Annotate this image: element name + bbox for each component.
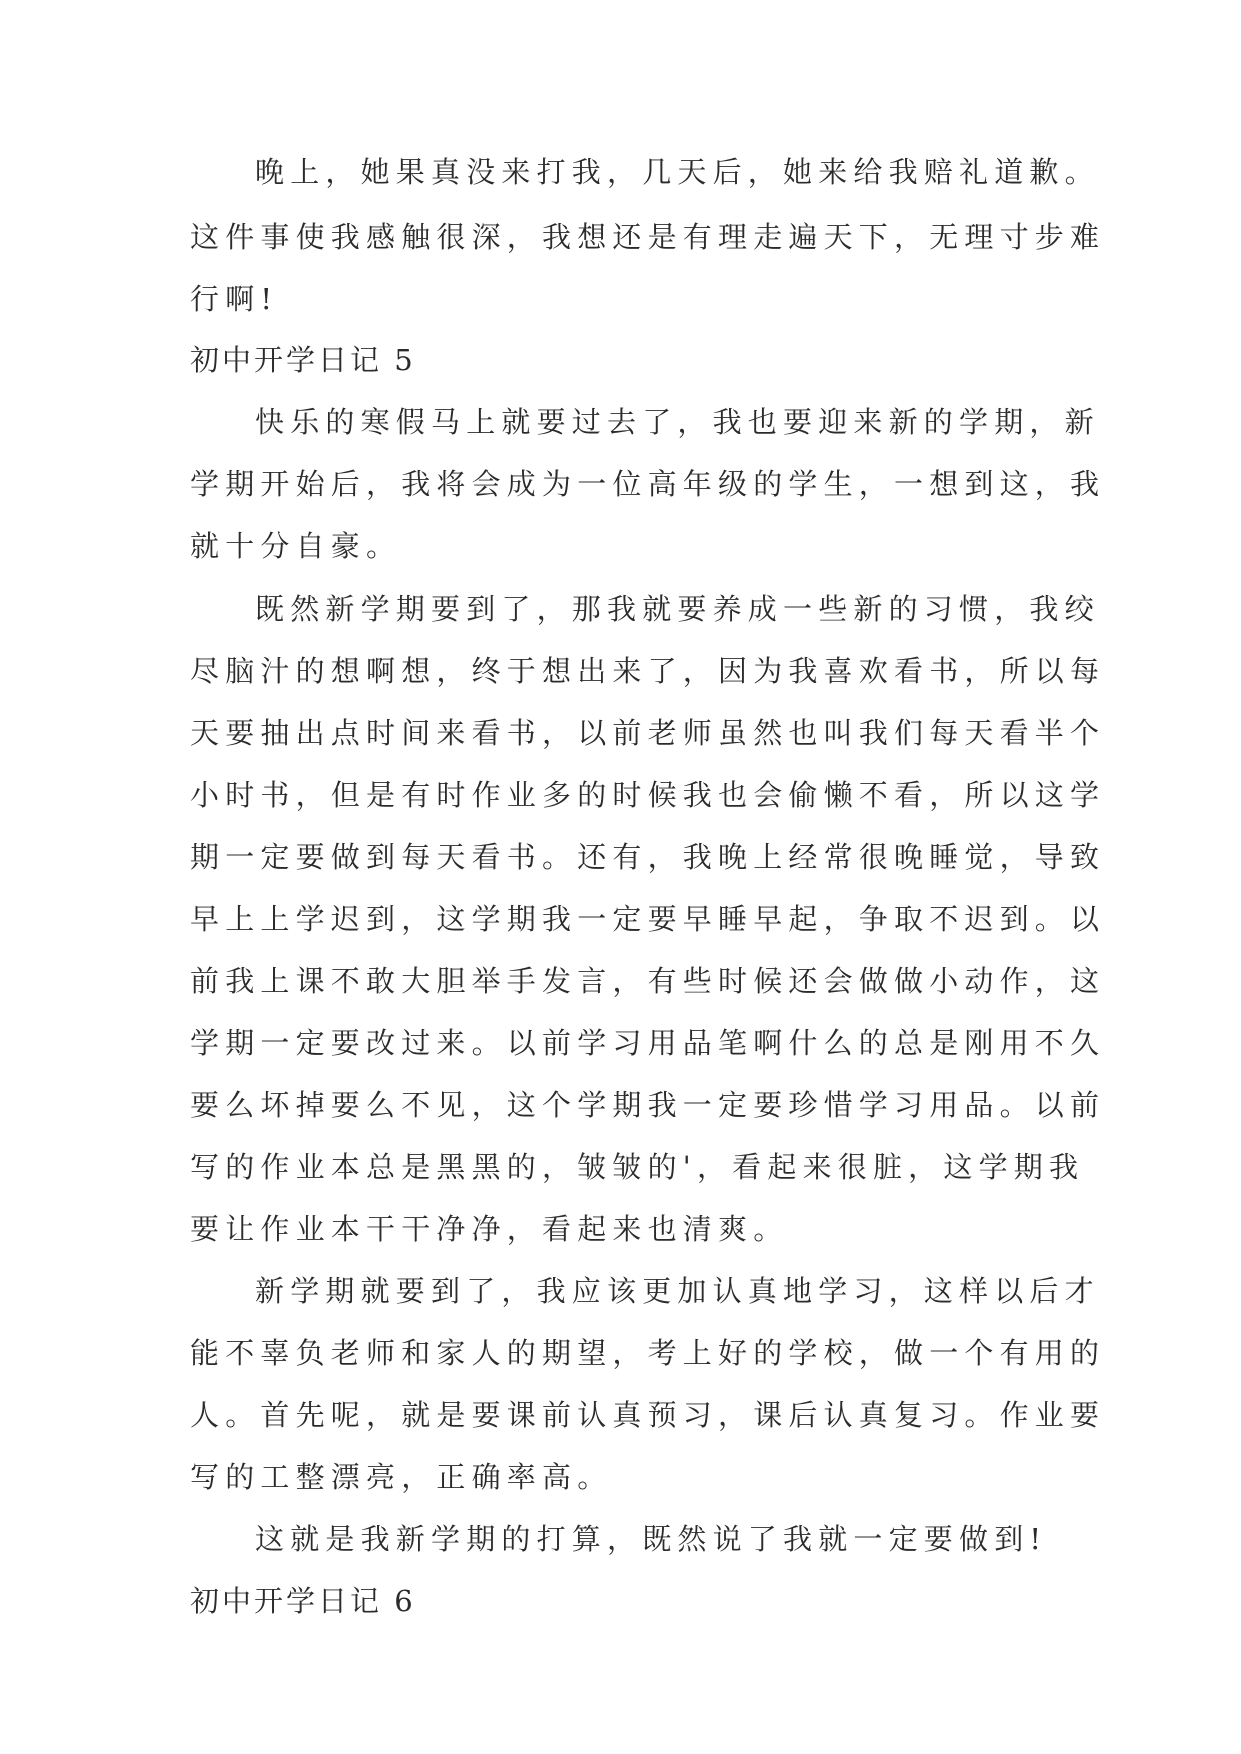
section-heading: 初中开学日记 6 [190, 1584, 416, 1618]
paragraph-line: 能不辜负老师和家人的期望，考上好的学校，做一个有用的 [190, 1336, 1106, 1370]
paragraph-line: 小时书，但是有时作业多的时候我也会偷懒不看，所以这学 [190, 778, 1106, 812]
paragraph-line: 快乐的寒假马上就要过去了，我也要迎来新的学期，新 [255, 405, 1100, 439]
paragraph-line: 就十分自豪。 [190, 529, 402, 563]
paragraph-line: 前我上课不敢大胆举手发言，有些时候还会做做小动作，这 [190, 964, 1106, 998]
paragraph-line: 写的工整漂亮，正确率高。 [190, 1460, 613, 1494]
paragraph-line: 晚上，她果真没来打我，几天后，她来给我赔礼道歉。 [255, 155, 1100, 189]
section-heading: 初中开学日记 5 [190, 343, 416, 377]
paragraph-line: 要么坏掉要么不见，这个学期我一定要珍惜学习用品。以前 [190, 1088, 1106, 1122]
paragraph-line: 人。首先呢，就是要课前认真预习，课后认真复习。作业要 [190, 1398, 1106, 1432]
paragraph-line: 期一定要做到每天看书。还有，我晚上经常很晚睡觉，导致 [190, 840, 1106, 874]
paragraph-line: 写的作业本总是黑黑的，皱皱的'，看起来很脏，这学期我 [190, 1150, 1085, 1184]
paragraph-line: 这就是我新学期的打算，既然说了我就一定要做到! [255, 1522, 1048, 1556]
paragraph-line: 天要抽出点时间来看书，以前老师虽然也叫我们每天看半个 [190, 716, 1106, 750]
paragraph-line: 尽脑汁的想啊想，终于想出来了，因为我喜欢看书，所以每 [190, 654, 1106, 688]
paragraph-line: 新学期就要到了，我应该更加认真地学习，这样以后才 [255, 1274, 1100, 1308]
paragraph-line: 既然新学期要到了，那我就要养成一些新的习惯，我绞 [255, 592, 1100, 626]
paragraph-line: 学期一定要改过来。以前学习用品笔啊什么的总是刚用不久 [190, 1026, 1106, 1060]
paragraph-line: 行啊! [190, 282, 279, 316]
paragraph-line: 早上上学迟到，这学期我一定要早睡早起，争取不迟到。以 [190, 902, 1106, 936]
paragraph-line: 这件事使我感触很深，我想还是有理走遍天下，无理寸步难 [190, 220, 1106, 254]
paragraph-line: 要让作业本干干净净，看起来也清爽。 [190, 1212, 789, 1246]
paragraph-line: 学期开始后，我将会成为一位高年级的学生，一想到这，我 [190, 467, 1106, 501]
